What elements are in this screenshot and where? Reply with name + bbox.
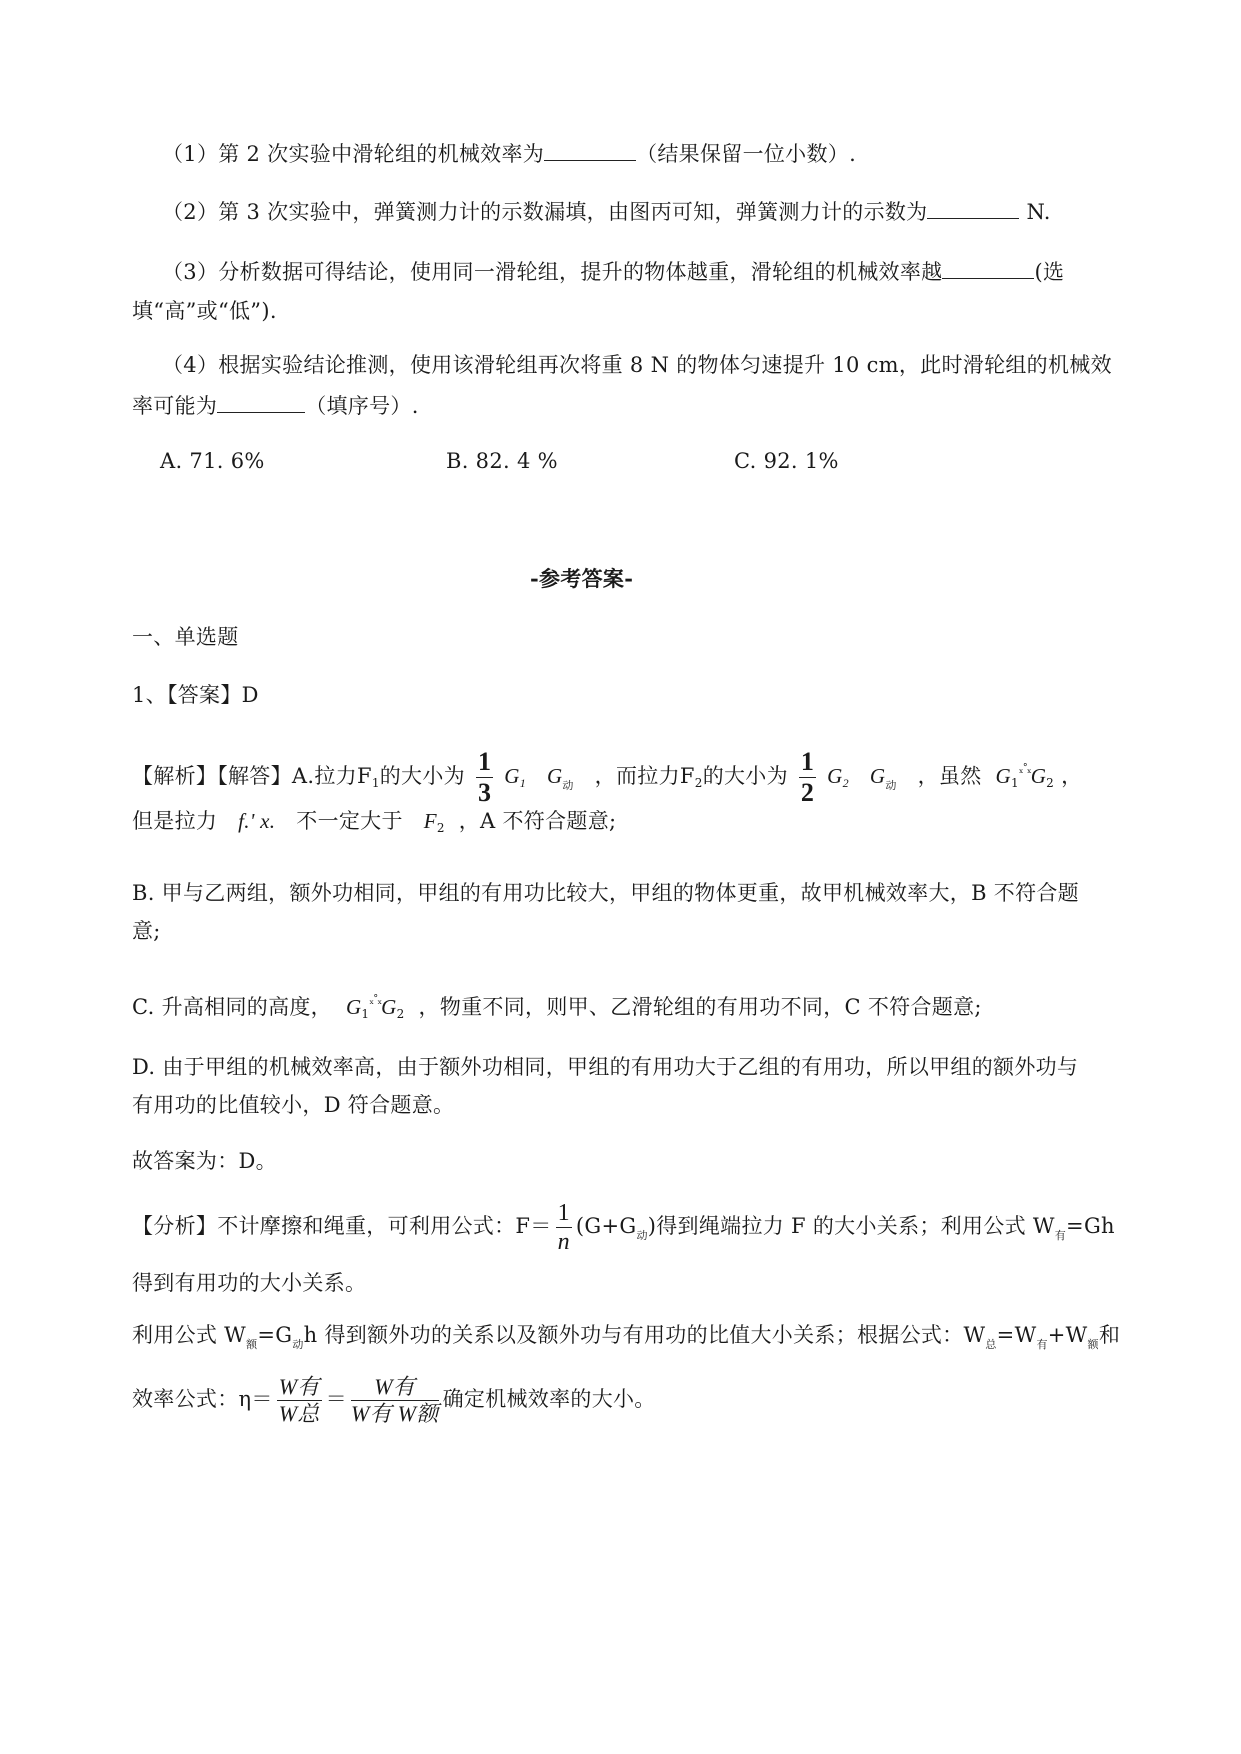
math-f2: F — [423, 809, 437, 833]
math-g1: G — [504, 764, 520, 788]
answer-blank-3[interactable] — [942, 256, 1034, 279]
analysis-text: ，A 不符合题意; — [458, 809, 617, 833]
analysis-line-2: 但是拉力 f.' x. 不一定大于 $F_2$ ，A 不符合题意; — [132, 809, 617, 835]
subscript: 1 — [371, 776, 380, 790]
question-3-line2: 填“高”或“低”). — [132, 299, 277, 323]
analysis-text: 【解析】【解答】A.拉力F — [132, 764, 372, 788]
question-4-note: （填序号）. — [305, 394, 419, 418]
option-a[interactable]: A. 71. 6% — [160, 449, 265, 473]
math-g-dong: G — [546, 764, 563, 788]
analysis-text: ，而拉力F — [594, 764, 695, 788]
analysis-text: 效率公式：η＝ — [132, 1387, 273, 1411]
analysis-c: C. 升高相同的高度， $G_1^{_x˚_x}G_2$ ，物重不同，则甲、乙滑轮组的有用功不同，C 不符合题意; — [132, 994, 982, 1021]
analysis-b-line-1: B. 甲与乙两组，额外功相同，甲组的有用功比较大，甲组的物体更重，故甲机械效率大，B 不符合题 — [132, 881, 1079, 905]
analysis-text: 不一定大于 — [296, 809, 403, 833]
analysis-text: ，物重不同，则甲、乙滑轮组的有用功不同，C 不符合题意; — [418, 995, 982, 1019]
question-2 — [162, 196, 1051, 227]
analysis-d-line-1: D. 由于甲组的机械效率高，由于额外功相同，甲组的有用功大于乙组的有用功，所以甲组的额外功与 — [132, 1055, 1079, 1079]
math-g-dong: G — [869, 764, 886, 788]
question-3-note: (选 — [1034, 260, 1065, 284]
question-4-text: 率可能为 — [132, 394, 218, 418]
question-4-line2 — [132, 390, 419, 421]
question-1 — [162, 138, 856, 169]
analysis-text: C. 升高相同的高度， — [132, 995, 332, 1019]
math-g2: G — [827, 764, 843, 788]
question-3 — [162, 256, 1064, 287]
efficiency-fraction-2: $\frac{\text{W有}}{\text{W有 W额}}$ — [350, 1374, 439, 1426]
answer-blank-1[interactable] — [544, 138, 636, 161]
conclusion: 故答案为：D。 — [132, 1149, 277, 1173]
fraction-one-third: $\frac{1}{3}$ — [477, 747, 492, 807]
analysis-line-1: 【解析】【解答】A.拉力$F_1$的大小为 $\frac{1}{3}$ $G_1$ $G_动$ ，而拉力$F_2$的大小为 $\frac{1}{2}$ $G_2$ $G_动$ ，虽然 $G_1^{_x˚_x}G_2$ ， — [132, 747, 1083, 807]
fraction-one-half: $\frac{1}{2}$ — [800, 747, 815, 807]
option-b[interactable]: B. 82. 4 % — [446, 449, 558, 473]
analysis-text: 的大小为 — [379, 764, 465, 788]
efficiency-formula-line: 效率公式：η＝ $\frac{\text{W有}}{\text{W总}}$ ＝ $\frac{\text{W有}}{\text{W有 W额}}$ 确定机械效率的大小。 — [132, 1374, 656, 1426]
question-1-note: （结果保留一位小数）. — [636, 142, 857, 166]
option-c[interactable]: C. 92. 1% — [734, 449, 839, 473]
question-3-text: （3）分析数据可得结论，使用同一滑轮组，提升的物体越重，滑轮组的机械效率越 — [162, 260, 943, 284]
section-part-heading: 一、单选题 — [132, 625, 239, 649]
answer-blank-2[interactable] — [927, 196, 1019, 219]
math-f-prime: f.' x. — [238, 809, 276, 833]
efficiency-fraction-1: $\frac{\text{W有}}{\text{W总}}$ — [278, 1374, 320, 1426]
summary-line-2: 得到有用功的大小关系。 — [132, 1271, 367, 1295]
analysis-text: 但是拉力 — [132, 809, 218, 833]
analysis-d-line-2: 有用功的比值较小，D 符合题意。 — [132, 1093, 455, 1117]
question-2-unit: N. — [1019, 200, 1051, 224]
garbled-comparison-symbol: ₓ˚ₓ — [369, 994, 382, 1007]
answer-item-1-title: 1、【答案】D — [132, 683, 259, 707]
analysis-text: 的大小为 — [702, 764, 788, 788]
analysis-text: 【分析】不计摩擦和绳重，可利用公式：F＝ — [132, 1214, 552, 1238]
summary-line-1: 【分析】不计摩擦和绳重，可利用公式：F＝ $\frac{1}{n}$ $(G+G_动)$得到绳端拉力 F 的大小关系；利用公式 $W_有=Gh$ — [132, 1200, 1115, 1255]
fraction-one-over-n: $\frac{1}{n}$ — [557, 1200, 570, 1255]
answer-section-title: -参考答案- — [530, 566, 634, 591]
question-2-text: （2）第 3 次实验中，弹簧测力计的示数漏填，由图丙可知，弹簧测力计的示数为 — [162, 200, 928, 224]
analysis-b-line-2: 意; — [132, 919, 161, 943]
answer-blank-4[interactable] — [217, 390, 305, 413]
garbled-comparison-symbol: ₓ˚ₓ — [1018, 763, 1031, 776]
question-4: （4）根据实验结论推测，使用该滑轮组再次将重 8 N 的物体匀速提升 10 cm，此时滑轮组的机械效 — [162, 353, 1112, 377]
analysis-text: ，虽然 — [917, 764, 982, 788]
summary-line-3: 利用公式 $W_额=G_动h$ 得到额外功的关系以及额外功与有用功的比值大小关系；根据公式：$W_总=W_有+W_额$和 — [132, 1323, 1121, 1351]
question-1-text: （1）第 2 次实验中滑轮组的机械效率为 — [162, 142, 545, 166]
analysis-text: 确定机械效率的大小。 — [442, 1387, 656, 1411]
